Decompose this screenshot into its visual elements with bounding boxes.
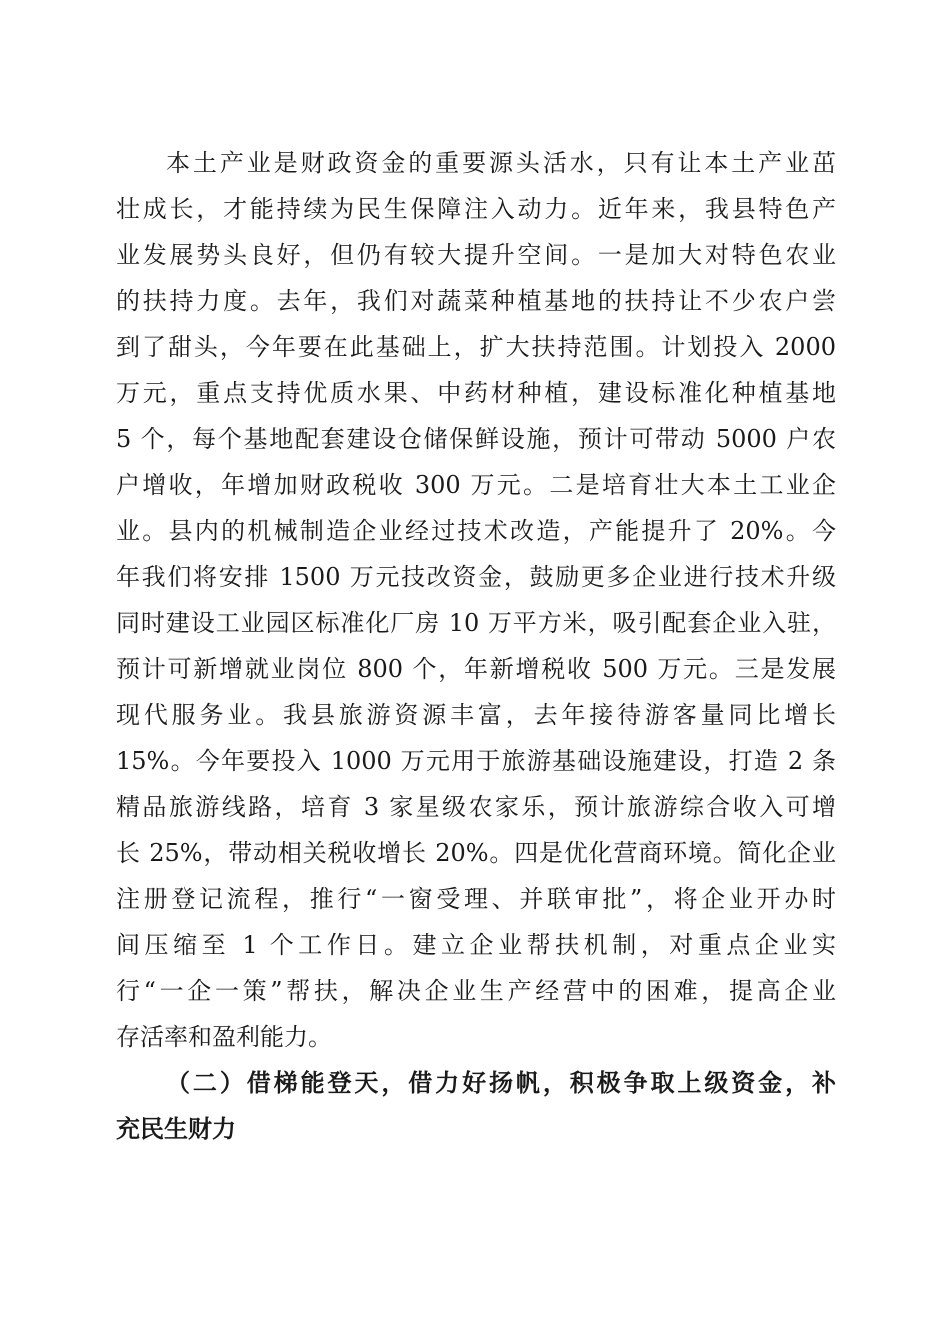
paragraph-line: 万元，重点支持优质水果、中药材种植，建设标准化种植基地 bbox=[116, 379, 836, 407]
paragraph-line: 年我们将安排 1500 万元技改资金，鼓励更多企业进行技术升级 bbox=[116, 563, 836, 591]
paragraph-line: 现代服务业。我县旅游资源丰富，去年接待游客量同比增长 bbox=[116, 701, 836, 729]
section-heading-line: 充民生财力 bbox=[116, 1114, 236, 1143]
paragraph-line: 注册登记流程，推行“一窗受理、并联审批”，将企业开办时 bbox=[116, 885, 836, 913]
paragraph-line: 间压缩至 1 个工作日。建立企业帮扶机制，对重点企业实 bbox=[116, 931, 836, 959]
paragraph-line: 预计可新增就业岗位 800 个，年新增税收 500 万元。三是发展 bbox=[116, 655, 836, 683]
section-heading-line: （二）借梯能登天，借力好扬帆，积极争取上级资金，补 bbox=[166, 1068, 836, 1097]
paragraph-line: 壮成长，才能持续为民生保障注入动力。近年来，我县特色产 bbox=[116, 195, 836, 223]
document-body bbox=[116, 140, 836, 1152]
paragraph-line: 业发展势头良好，但仍有较大提升空间。一是加大对特色农业 bbox=[116, 241, 836, 269]
paragraph-line: 15%。今年要投入 1000 万元用于旅游基础设施建设，打造 2 条 bbox=[116, 747, 836, 775]
paragraph-line: 的扶持力度。去年，我们对蔬菜种植基地的扶持让不少农户尝 bbox=[116, 287, 836, 315]
paragraph-line: 存活率和盈利能力。 bbox=[116, 1023, 332, 1051]
paragraph-line: 本土产业是财政资金的重要源头活水，只有让本土产业茁 bbox=[166, 149, 836, 177]
paragraph-line: 业。县内的机械制造企业经过技术改造，产能提升了 20%。今 bbox=[116, 517, 836, 545]
paragraph-line: 长 25%，带动相关税收增长 20%。四是优化营商环境。简化企业 bbox=[116, 839, 836, 867]
paragraph-line: 行“一企一策”帮扶，解决企业生产经营中的困难，提高企业 bbox=[116, 977, 836, 1005]
paragraph-line: 5 个，每个基地配套建设仓储保鲜设施，预计可带动 5000 户农 bbox=[116, 425, 836, 453]
paragraph-line: 到了甜头，今年要在此基础上，扩大扶持范围。计划投入 2000 bbox=[116, 333, 836, 361]
paragraph-line: 精品旅游线路，培育 3 家星级农家乐，预计旅游综合收入可增 bbox=[116, 793, 836, 821]
paragraph-line: 同时建设工业园区标准化厂房 10 万平方米，吸引配套企业入驻， bbox=[116, 609, 836, 637]
paragraph-line: 户增收，年增加财政税收 300 万元。二是培育壮大本土工业企 bbox=[116, 471, 836, 499]
